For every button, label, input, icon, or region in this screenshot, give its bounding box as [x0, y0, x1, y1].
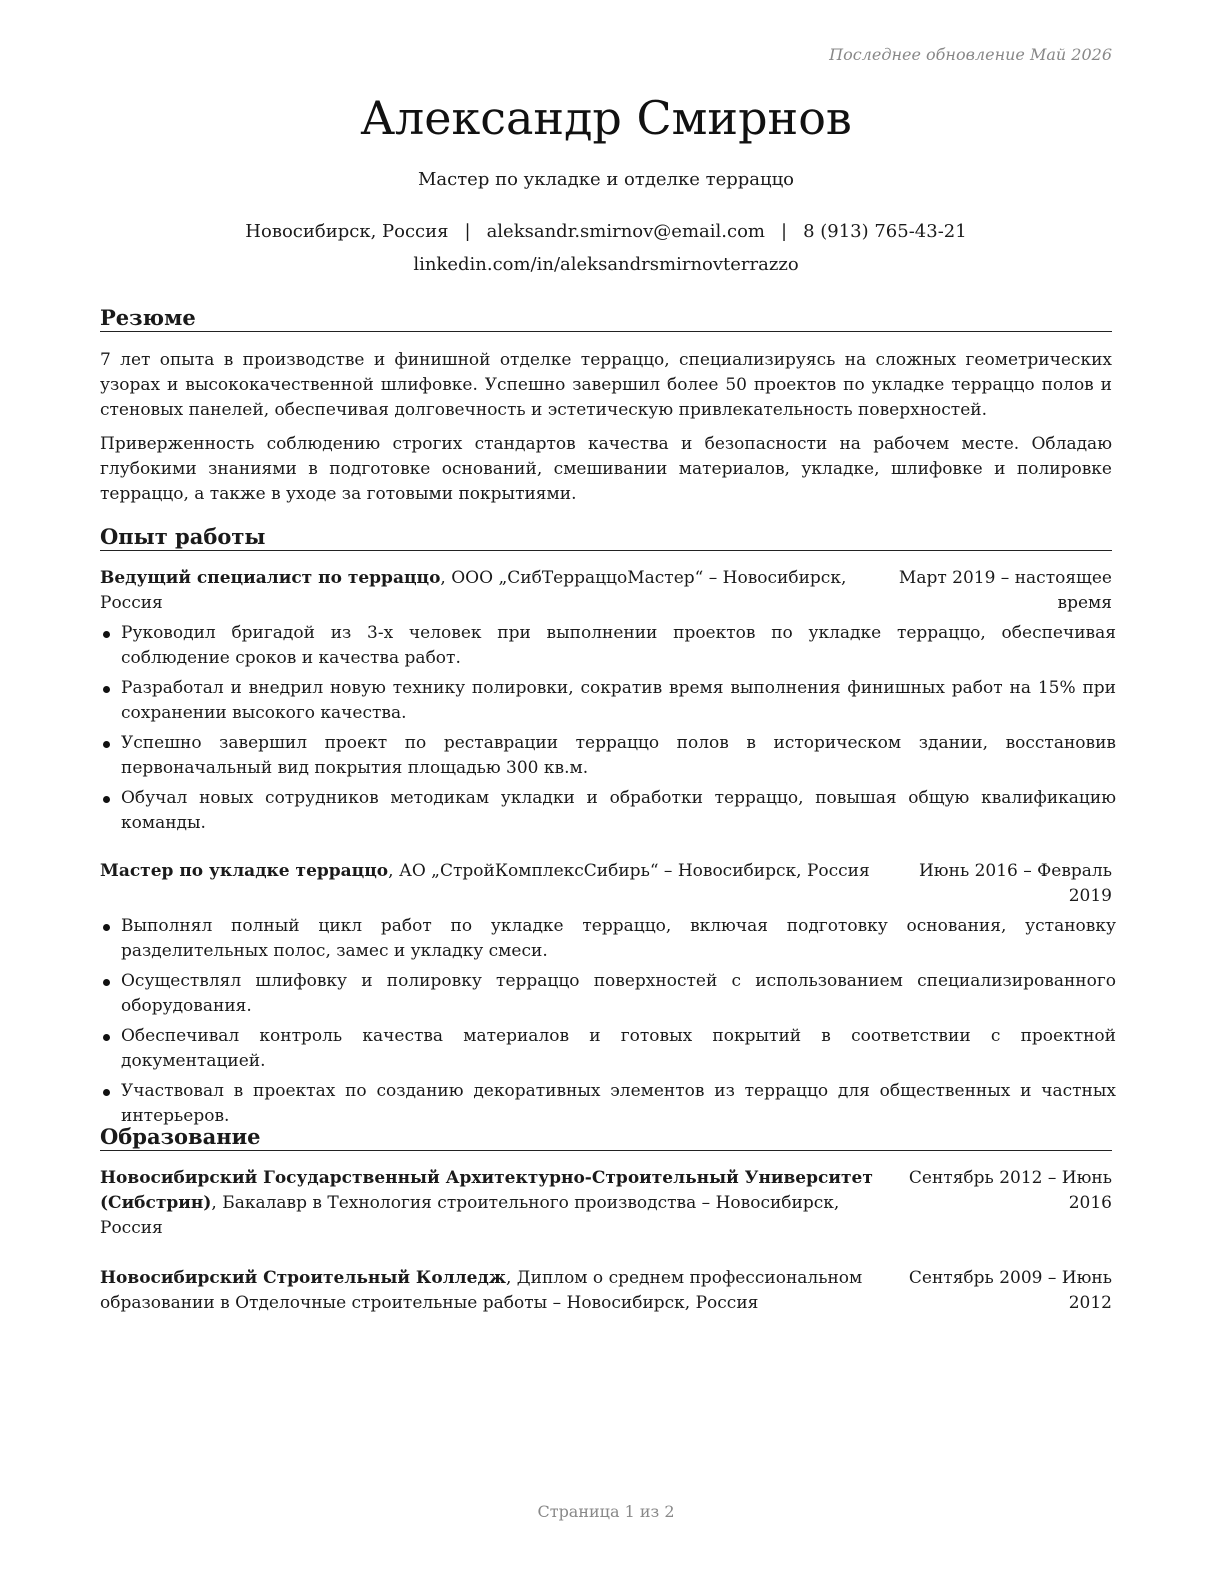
job-title-line [100, 566, 846, 591]
education-dates: 2016 [1068, 1193, 1112, 1213]
job-company: , ООО „СибТерраццоМастер“ – Новосибирск, [440, 568, 847, 588]
job-title: Ведущий специалист по терраццо [100, 568, 441, 588]
last-updated: Последнее обновление Май 2026 [829, 45, 1112, 64]
list-item: Выполнял полный цикл работ по укладке терраццо, включая подготовку основания, установку разделительных полос, замес и укладку смеси. [100, 914, 1116, 964]
institution-abbr: (Сибстрин) [100, 1193, 212, 1213]
candidate-name: Александр Смирнов [360, 91, 852, 145]
education-entry [100, 1166, 1112, 1241]
section-heading-experience: Опыт работы [100, 524, 1112, 551]
separator: | [464, 221, 471, 242]
education-location: Россия [100, 1218, 163, 1238]
job-bullets [100, 621, 1116, 841]
job-dates: Март 2019 – настоящее [898, 568, 1112, 588]
section-heading-education: Образование [100, 1124, 1112, 1151]
job-dates: время [1057, 593, 1112, 613]
contact-line [100, 220, 1112, 244]
list-item: Участвовал в проектах по созданию декоративных элементов из терраццо для общественных и частных интерьеров. [100, 1079, 1116, 1129]
section-heading-summary: Резюме [100, 305, 1112, 332]
list-item: Разработал и внедрил новую технику полировки, сократив время выполнения финишных работ на 15% при сохранении высокого качества. [100, 676, 1116, 726]
job-location: Россия [100, 593, 163, 613]
education-title-line [100, 1266, 862, 1291]
job-company: , АО „СтройКомплексСибирь“ – Новосибирск, Россия [388, 861, 870, 881]
summary-paragraph: Приверженность соблюдению строгих стандартов качества и безопасности на рабочем месте. Обладаю глубокими знаниями в подготовке оснований, смешивании материалов, укладке, шлифовке и полировке терраццо, а также в уходе за готовыми покрытиями. [100, 434, 1112, 504]
job-title-line [100, 859, 870, 884]
resume-page [100, 0, 1116, 1584]
summary-paragraph: 7 лет опыта в производстве и финишной отделке терраццо, специализируясь на сложных геометрических узорах и высококачественной шлифовке. Успешно завершил более 50 проектов по укладке терраццо полов и стеновых панелей, обеспечивая долговечность и эстетическую привлекательность поверхностей. [100, 350, 1112, 420]
list-item: Руководил бригадой из 3-х человек при выполнении проектов по укладке терраццо, обеспечивая соблюдение сроков и качества работ. [100, 621, 1116, 671]
job-entry [100, 566, 1112, 616]
candidate-headline: Мастер по укладке и отделке терраццо [417, 169, 795, 190]
linkedin-link[interactable]: linkedin.com/in/aleksandrsmirnovterrazzo [413, 254, 799, 275]
email-link[interactable]: aleksandr.smirnov@email.com [486, 221, 765, 242]
education-dates: 2012 [1068, 1293, 1112, 1313]
education-dates: Сентябрь 2009 – Июнь [908, 1268, 1112, 1288]
list-item: Обеспечивал контроль качества материалов и готовых покрытий в соответствии с проектной документацией. [100, 1024, 1116, 1074]
education-dates: Сентябрь 2012 – Июнь [908, 1168, 1112, 1188]
education-entry [100, 1266, 1112, 1316]
degree: , Диплом о среднем профессиональном [505, 1268, 863, 1288]
job-title: Мастер по укладке терраццо [100, 861, 389, 881]
phone: 8 (913) 765-43-21 [803, 221, 967, 242]
job-dates: Июнь 2016 – Февраль [918, 861, 1112, 881]
page-number: Страница 1 из 2 [537, 1502, 675, 1521]
job-bullets [100, 914, 1116, 1134]
location: Новосибирск, Россия [245, 221, 449, 242]
institution-name: Новосибирский Строительный Колледж [100, 1268, 506, 1288]
separator: | [780, 221, 788, 242]
list-item: Успешно завершил проект по реставрации терраццо полов в историческом здании, восстановив первоначальный вид покрытия площадью 300 кв.м. [100, 731, 1116, 781]
degree-continued: образовании в Отделочные строительные работы – Новосибирск, Россия [100, 1293, 759, 1313]
education-degree-line [100, 1191, 839, 1216]
institution-name: Новосибирский Государственный Архитектурно-Строительный Университет [100, 1168, 873, 1188]
list-item: Обучал новых сотрудников методикам укладки и обработки терраццо, повышая общую квалификацию команды. [100, 786, 1116, 836]
list-item: Осуществлял шлифовку и полировку терраццо поверхностей с использованием специализированного оборудования. [100, 969, 1116, 1019]
job-entry [100, 859, 1112, 909]
job-dates: 2019 [1068, 886, 1112, 906]
degree: , Бакалавр в Технология строительного производства – Новосибирск, [211, 1193, 840, 1213]
